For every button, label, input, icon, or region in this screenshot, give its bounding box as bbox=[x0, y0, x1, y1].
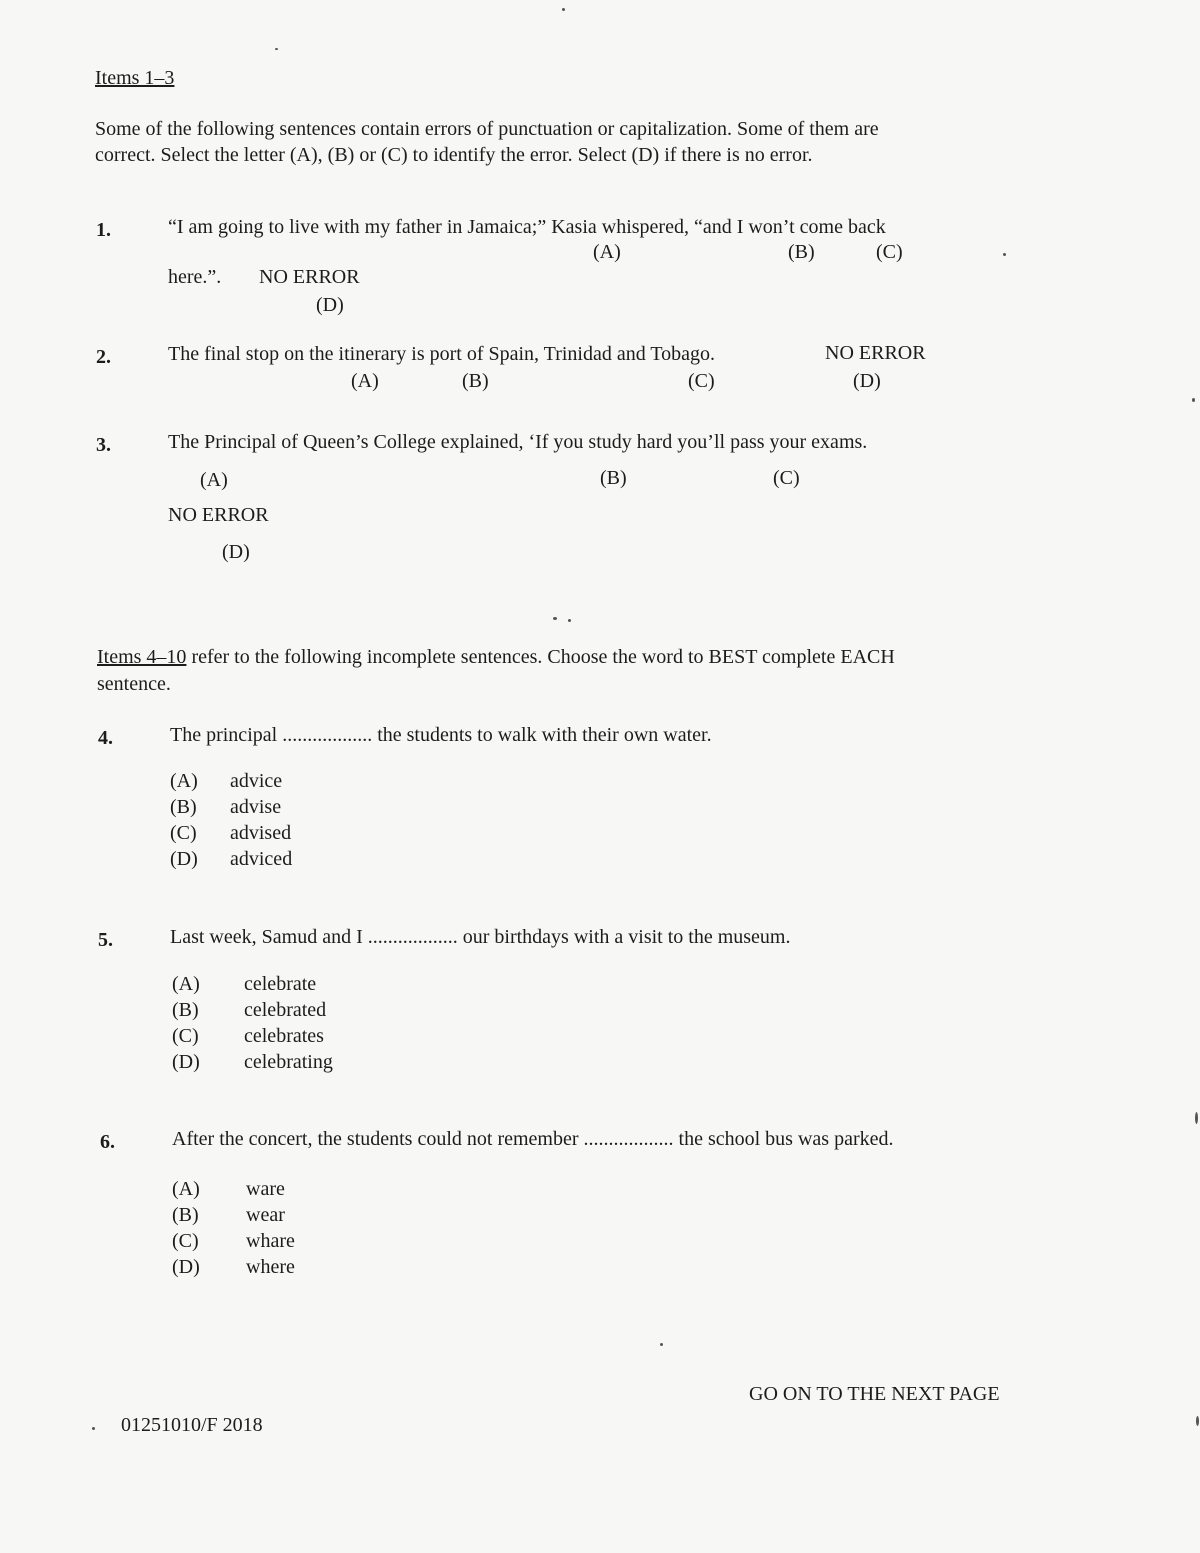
go-on-to-next-page: GO ON TO THE NEXT PAGE bbox=[749, 1383, 1000, 1405]
option-letter: (B) bbox=[170, 796, 197, 818]
no-error-text: NO ERROR bbox=[825, 342, 926, 364]
paper-code: 01251010/F 2018 bbox=[121, 1414, 263, 1436]
scan-speck bbox=[562, 8, 565, 11]
option-text: adviced bbox=[230, 848, 293, 870]
option-letter: (A) bbox=[170, 770, 198, 792]
option-text: advice bbox=[230, 770, 283, 792]
option-letter: (D) bbox=[172, 1256, 200, 1278]
option-label-a[interactable]: (A) bbox=[593, 241, 621, 263]
option-letter: (B) bbox=[172, 999, 199, 1021]
scan-speck bbox=[568, 619, 571, 622]
stem-before-blank: After the concert, the students could not remember bbox=[172, 1128, 579, 1150]
option-text: celebrates bbox=[244, 1025, 324, 1047]
section-heading-items-4-10: Items 4–10 bbox=[97, 646, 187, 668]
option-b[interactable] bbox=[172, 1202, 295, 1228]
option-letter: (D) bbox=[170, 848, 198, 870]
option-text: celebrating bbox=[244, 1051, 333, 1073]
option-list bbox=[172, 1176, 295, 1280]
section-instructions-line2: correct. Select the letter (A), (B) or (C) to identify the error. Select (D) if there is no error. bbox=[95, 144, 813, 166]
no-error-text: NO ERROR bbox=[259, 266, 360, 288]
option-label-c[interactable]: (C) bbox=[688, 370, 715, 392]
no-error-text: NO ERROR bbox=[168, 504, 269, 526]
section-instructions-line1 bbox=[97, 645, 895, 669]
option-d[interactable] bbox=[172, 1254, 295, 1280]
question-text: The Principal of Queen’s College explained, ‘If you study hard you’ll pass your exams. bbox=[168, 431, 868, 453]
option-text: celebrated bbox=[244, 999, 327, 1021]
option-c[interactable] bbox=[172, 1023, 333, 1049]
option-text: advised bbox=[230, 822, 292, 844]
question-stem bbox=[170, 723, 712, 747]
scan-speck bbox=[92, 1427, 95, 1430]
option-list bbox=[172, 971, 333, 1075]
section-heading-items-1-3: Items 1–3 bbox=[95, 67, 175, 89]
option-d[interactable] bbox=[170, 846, 292, 872]
option-letter: (B) bbox=[172, 1204, 199, 1226]
question-stem bbox=[170, 925, 790, 949]
scan-speck bbox=[275, 48, 278, 50]
option-label-d[interactable]: (D) bbox=[222, 541, 250, 563]
option-label-b[interactable]: (B) bbox=[788, 241, 815, 263]
option-text: where bbox=[246, 1256, 295, 1278]
option-label-a[interactable]: (A) bbox=[200, 469, 228, 491]
option-c[interactable] bbox=[172, 1228, 295, 1254]
option-text: wear bbox=[246, 1204, 285, 1226]
option-c[interactable] bbox=[170, 820, 292, 846]
option-label-d[interactable]: (D) bbox=[853, 370, 881, 392]
option-label-c[interactable]: (C) bbox=[773, 467, 800, 489]
option-letter: (C) bbox=[170, 822, 197, 844]
section-instructions-line1: Some of the following sentences contain errors of punctuation or capitalization. Some of them are bbox=[95, 118, 879, 140]
question-number: 5. bbox=[98, 929, 113, 951]
option-a[interactable] bbox=[170, 768, 292, 794]
option-letter: (A) bbox=[172, 1178, 200, 1200]
question-number: 6. bbox=[100, 1131, 115, 1153]
option-label-a[interactable]: (A) bbox=[351, 370, 379, 392]
section-instructions-line2: sentence. bbox=[97, 673, 171, 695]
option-letter: (D) bbox=[172, 1051, 200, 1073]
scan-speck bbox=[1195, 1112, 1198, 1124]
option-a[interactable] bbox=[172, 1176, 295, 1202]
option-letter: (C) bbox=[172, 1230, 199, 1252]
stem-before-blank: Last week, Samud and I bbox=[170, 926, 363, 948]
scan-speck bbox=[1196, 1416, 1199, 1426]
answer-blank: .................. bbox=[282, 724, 373, 746]
option-a[interactable] bbox=[172, 971, 333, 997]
option-label-b[interactable]: (B) bbox=[600, 467, 627, 489]
option-list bbox=[170, 768, 292, 872]
stem-after-blank: the students to walk with their own water. bbox=[377, 724, 712, 746]
question-number: 2. bbox=[96, 346, 111, 368]
question-text-continued: here.”. bbox=[168, 266, 222, 288]
answer-blank: .................. bbox=[583, 1128, 674, 1150]
scan-speck bbox=[1192, 398, 1195, 402]
question-stem bbox=[172, 1127, 893, 1151]
option-text: advise bbox=[230, 796, 282, 818]
option-text: whare bbox=[246, 1230, 295, 1252]
option-b[interactable] bbox=[172, 997, 333, 1023]
option-text: celebrate bbox=[244, 973, 317, 995]
scan-speck bbox=[553, 617, 557, 620]
question-text: The final stop on the itinerary is port of Spain, Trinidad and Tobago. bbox=[168, 343, 716, 365]
option-b[interactable] bbox=[170, 794, 292, 820]
question-number: 1. bbox=[96, 219, 111, 241]
scan-speck bbox=[1003, 253, 1006, 256]
option-letter: (A) bbox=[172, 973, 200, 995]
option-letter: (C) bbox=[172, 1025, 199, 1047]
option-label-d[interactable]: (D) bbox=[316, 294, 344, 316]
option-d[interactable] bbox=[172, 1049, 333, 1075]
scan-speck bbox=[660, 1343, 663, 1346]
stem-after-blank: our birthdays with a visit to the museum. bbox=[462, 926, 791, 948]
answer-blank: .................. bbox=[367, 926, 458, 948]
section-instructions-rest: refer to the following incomplete sentences. Choose the word to BEST complete EACH bbox=[186, 646, 895, 668]
option-text: ware bbox=[246, 1178, 285, 1200]
stem-after-blank: the school bus was parked. bbox=[678, 1128, 894, 1150]
stem-before-blank: The principal bbox=[170, 724, 278, 746]
question-number: 3. bbox=[96, 434, 111, 456]
question-number: 4. bbox=[98, 727, 113, 749]
option-label-b[interactable]: (B) bbox=[462, 370, 489, 392]
option-label-c[interactable]: (C) bbox=[876, 241, 903, 263]
question-text: “I am going to live with my father in Jamaica;” Kasia whispered, “and I won’t come back bbox=[168, 216, 886, 238]
